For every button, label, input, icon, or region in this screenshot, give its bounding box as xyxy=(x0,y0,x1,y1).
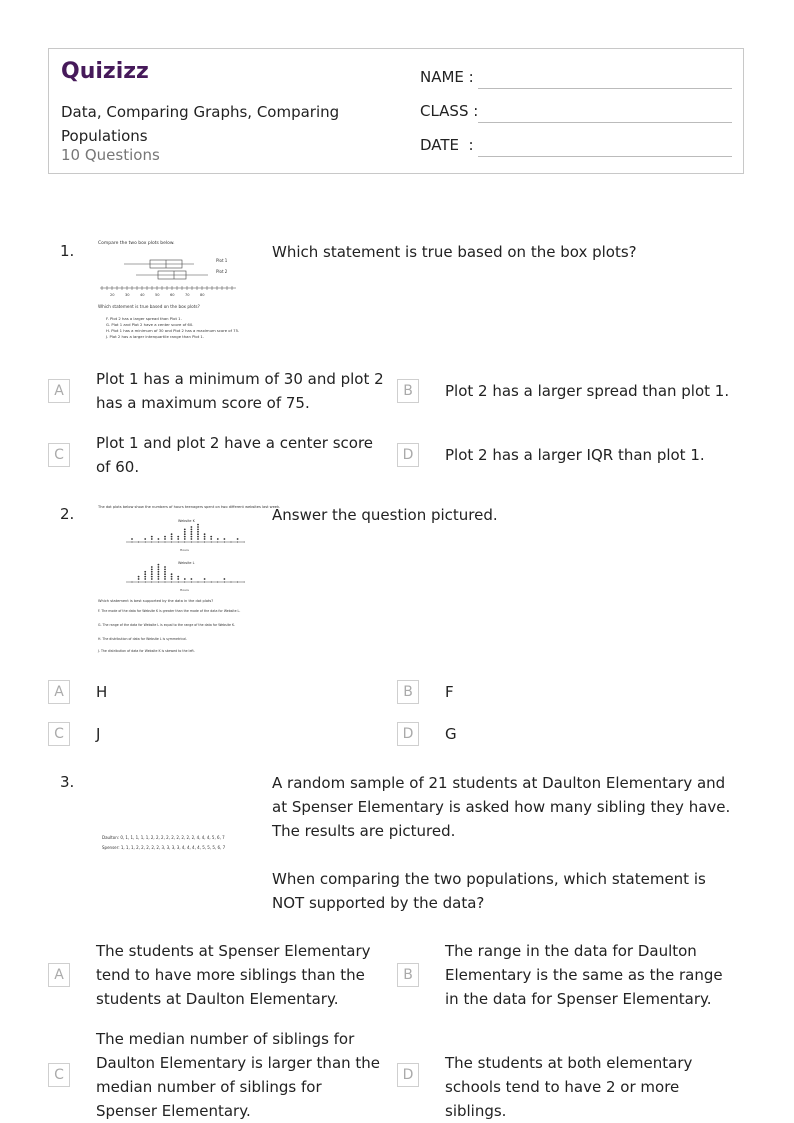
class-label: CLASS : xyxy=(420,102,479,120)
dot xyxy=(171,573,173,575)
dot xyxy=(171,533,173,535)
question-prompt xyxy=(272,771,742,915)
axis-tick-label: 50 xyxy=(155,293,160,297)
image-question: Which statement is best supported by the data in the dot plots? xyxy=(98,599,214,603)
axis-tick-label: 30 xyxy=(125,293,130,297)
option-c-box[interactable]: C xyxy=(48,1063,70,1087)
dot xyxy=(164,571,166,573)
dot xyxy=(151,578,153,580)
option-b-text[interactable]: Plot 2 has a larger spread than plot 1. xyxy=(445,382,730,400)
question-prompt: Answer the question pictured. xyxy=(272,506,498,524)
class-field[interactable] xyxy=(420,102,478,126)
prompt-part-2: When comparing the two populations, which statement is NOT supported by the data? xyxy=(272,870,706,912)
dot xyxy=(171,576,173,578)
dot xyxy=(184,533,186,535)
dot xyxy=(171,538,173,540)
image-choice: F. The mode of the data for Website K is greater than the mode of the data for Website L. xyxy=(98,609,241,613)
plot1-title: Website K xyxy=(178,519,195,523)
image-choice: G. Plot 1 and Plot 2 have a center score of 60. xyxy=(106,322,194,327)
dot xyxy=(191,536,193,538)
dot xyxy=(158,566,160,568)
box-plot-image xyxy=(96,238,258,344)
dot xyxy=(191,531,193,533)
dot xyxy=(171,578,173,580)
question-count: 10 Questions xyxy=(61,146,160,164)
dot xyxy=(191,578,193,580)
option-d-text[interactable]: Plot 2 has a larger IQR than plot 1. xyxy=(445,446,705,464)
option-a-box[interactable]: A xyxy=(48,963,70,987)
option-d-box[interactable]: D xyxy=(397,1063,419,1087)
image-choice: H. Plot 1 has a minimum of 30 and Plot 2 has a maximum score of 75. xyxy=(106,328,240,333)
dot xyxy=(237,538,239,540)
dot xyxy=(151,573,153,575)
dot xyxy=(158,573,160,575)
option-b-box[interactable]: B xyxy=(397,680,419,704)
dot xyxy=(204,538,206,540)
dot xyxy=(184,538,186,540)
option-a-text[interactable]: The students at Spenser Elementary tend to have more siblings than the students at Daulton Elementary. xyxy=(96,942,371,1008)
worksheet-title: Data, Comparing Graphs, Comparing Populations xyxy=(61,103,340,145)
dot xyxy=(151,536,153,538)
date-field[interactable] xyxy=(420,136,474,160)
option-c-box[interactable]: C xyxy=(48,443,70,467)
dot xyxy=(210,536,212,538)
website-k-dots xyxy=(131,524,244,543)
dot xyxy=(217,538,219,540)
dot xyxy=(191,526,193,528)
class-line xyxy=(478,122,732,123)
dot xyxy=(164,566,166,568)
axis-label: Hours xyxy=(180,548,189,552)
dot xyxy=(151,566,153,568)
dot xyxy=(224,538,226,540)
image-choice: F. Plot 2 has a larger spread than Plot 1. xyxy=(106,316,182,321)
image-choice: H. The distribution of data for Website L is symmetrical. xyxy=(98,637,187,641)
dot xyxy=(197,533,199,535)
dot xyxy=(197,538,199,540)
plot2-label: Plot 2 xyxy=(216,269,228,274)
dot xyxy=(164,573,166,575)
dot xyxy=(191,533,193,535)
dot xyxy=(164,536,166,538)
dot xyxy=(164,576,166,578)
image-caption: Compare the two box plots below. xyxy=(98,241,175,246)
plot2-title: Website L xyxy=(178,561,195,565)
axis-tick-label: 60 xyxy=(170,293,175,297)
dot xyxy=(197,524,199,526)
option-c-text[interactable]: J xyxy=(96,725,101,743)
dot xyxy=(184,536,186,538)
daulton-row: Daulton: 0, 1, 1, 1, 1, 1, 2, 2, 2, 2, 2, 2, 2, 2, 2, 4, 4, 4, 5, 6, 7 xyxy=(102,835,225,840)
axis-label: Hours xyxy=(180,588,189,592)
dot xyxy=(177,536,179,538)
option-c-text[interactable]: Plot 1 and plot 2 have a center score of 60. xyxy=(96,434,374,476)
plot1-label: Plot 1 xyxy=(216,258,228,263)
dot xyxy=(204,533,206,535)
dot-plot-image xyxy=(96,502,281,658)
question-number: 2. xyxy=(60,505,75,523)
dot xyxy=(224,578,226,580)
dot xyxy=(144,573,146,575)
name-label: NAME : xyxy=(420,68,474,86)
date-label: DATE : xyxy=(420,136,474,154)
option-d-text[interactable]: The students at both elementary schools tend to have 2 or more siblings. xyxy=(445,1054,693,1120)
dot xyxy=(171,536,173,538)
dot xyxy=(158,564,160,566)
axis-ticks xyxy=(102,286,232,297)
dot xyxy=(191,529,193,531)
data-table-image xyxy=(96,830,256,854)
dot xyxy=(197,531,199,533)
option-a-text[interactable]: Plot 1 has a minimum of 30 and plot 2 has a maximum score of 75. xyxy=(96,370,384,412)
dot xyxy=(151,571,153,573)
option-b-box[interactable]: B xyxy=(397,379,419,403)
image-choice: G. The range of the data for Website L is equal to the range of the data for Website K. xyxy=(98,623,236,627)
dot xyxy=(158,576,160,578)
dot xyxy=(144,538,146,540)
dot xyxy=(164,578,166,580)
image-caption: The dot plots below show the numbers of hours teenagers spent on two different websites last week. xyxy=(98,505,281,509)
axis-tick-label: 20 xyxy=(110,293,115,297)
question-prompt: Which statement is true based on the box plots? xyxy=(272,243,637,261)
dot xyxy=(177,578,179,580)
dot xyxy=(158,538,160,540)
question-number: 1. xyxy=(60,242,75,260)
dot xyxy=(164,538,166,540)
dot xyxy=(158,578,160,580)
dot xyxy=(151,538,153,540)
prompt-spacer xyxy=(272,843,742,867)
image-choice: J. Plot 2 has a larger interquartile range than Plot 1. xyxy=(106,334,205,339)
image-question: Which statement is true based on the box plots? xyxy=(98,304,200,309)
dot xyxy=(197,526,199,528)
dot xyxy=(131,538,133,540)
option-d-box[interactable]: D xyxy=(397,443,419,467)
dot xyxy=(151,576,153,578)
dot xyxy=(210,538,212,540)
dot xyxy=(158,571,160,573)
dot xyxy=(184,578,186,580)
option-c-box[interactable]: C xyxy=(48,722,70,746)
option-a-box[interactable]: A xyxy=(48,379,70,403)
dot xyxy=(204,536,206,538)
dot xyxy=(138,576,140,578)
prompt-part-1: A random sample of 21 students at Daulton Elementary and at Spenser Elementary is asked how many sibling they have. The results are pictured. xyxy=(272,774,731,840)
name-field[interactable] xyxy=(420,68,474,92)
worksheet-header xyxy=(48,48,744,174)
dot xyxy=(144,578,146,580)
dot xyxy=(144,571,146,573)
dot xyxy=(177,576,179,578)
image-choice: J. The distribution of data for Website K is skewed to the left. xyxy=(98,649,195,653)
option-a-text[interactable]: H xyxy=(96,683,108,701)
dot xyxy=(184,529,186,531)
option-a-box[interactable]: A xyxy=(48,680,70,704)
dot xyxy=(151,569,153,571)
dot xyxy=(164,569,166,571)
dot xyxy=(144,576,146,578)
dot xyxy=(184,531,186,533)
dot xyxy=(197,536,199,538)
dot xyxy=(204,578,206,580)
quizizz-logo: Quizizz xyxy=(61,59,149,84)
dot xyxy=(197,529,199,531)
option-d-box[interactable]: D xyxy=(397,722,419,746)
option-b-text[interactable]: The range in the data for Daulton Elementary is the same as the range in the data for Spenser Elementary. xyxy=(445,942,723,1008)
spenser-row: Spenser: 1, 1, 1, 2, 2, 2, 2, 2, 3, 3, 3, 3, 4, 4, 4, 4, 5, 5, 5, 6, 7 xyxy=(102,845,226,850)
date-line xyxy=(478,156,732,157)
option-d-text[interactable]: G xyxy=(445,725,457,743)
option-b-box[interactable]: B xyxy=(397,963,419,987)
option-c-text[interactable]: The median number of siblings for Daulton Elementary is larger than the median number of siblings for Spenser Elementary. xyxy=(96,1030,381,1120)
dot xyxy=(191,538,193,540)
name-line xyxy=(478,88,732,89)
axis-tick-label: 80 xyxy=(200,293,205,297)
dot xyxy=(177,538,179,540)
website-l-dots xyxy=(132,564,244,583)
dot xyxy=(138,578,140,580)
dot xyxy=(158,569,160,571)
axis-tick-label: 40 xyxy=(140,293,145,297)
axis-tick-label: 70 xyxy=(185,293,190,297)
option-b-text[interactable]: F xyxy=(445,683,454,701)
question-number: 3. xyxy=(60,773,75,791)
